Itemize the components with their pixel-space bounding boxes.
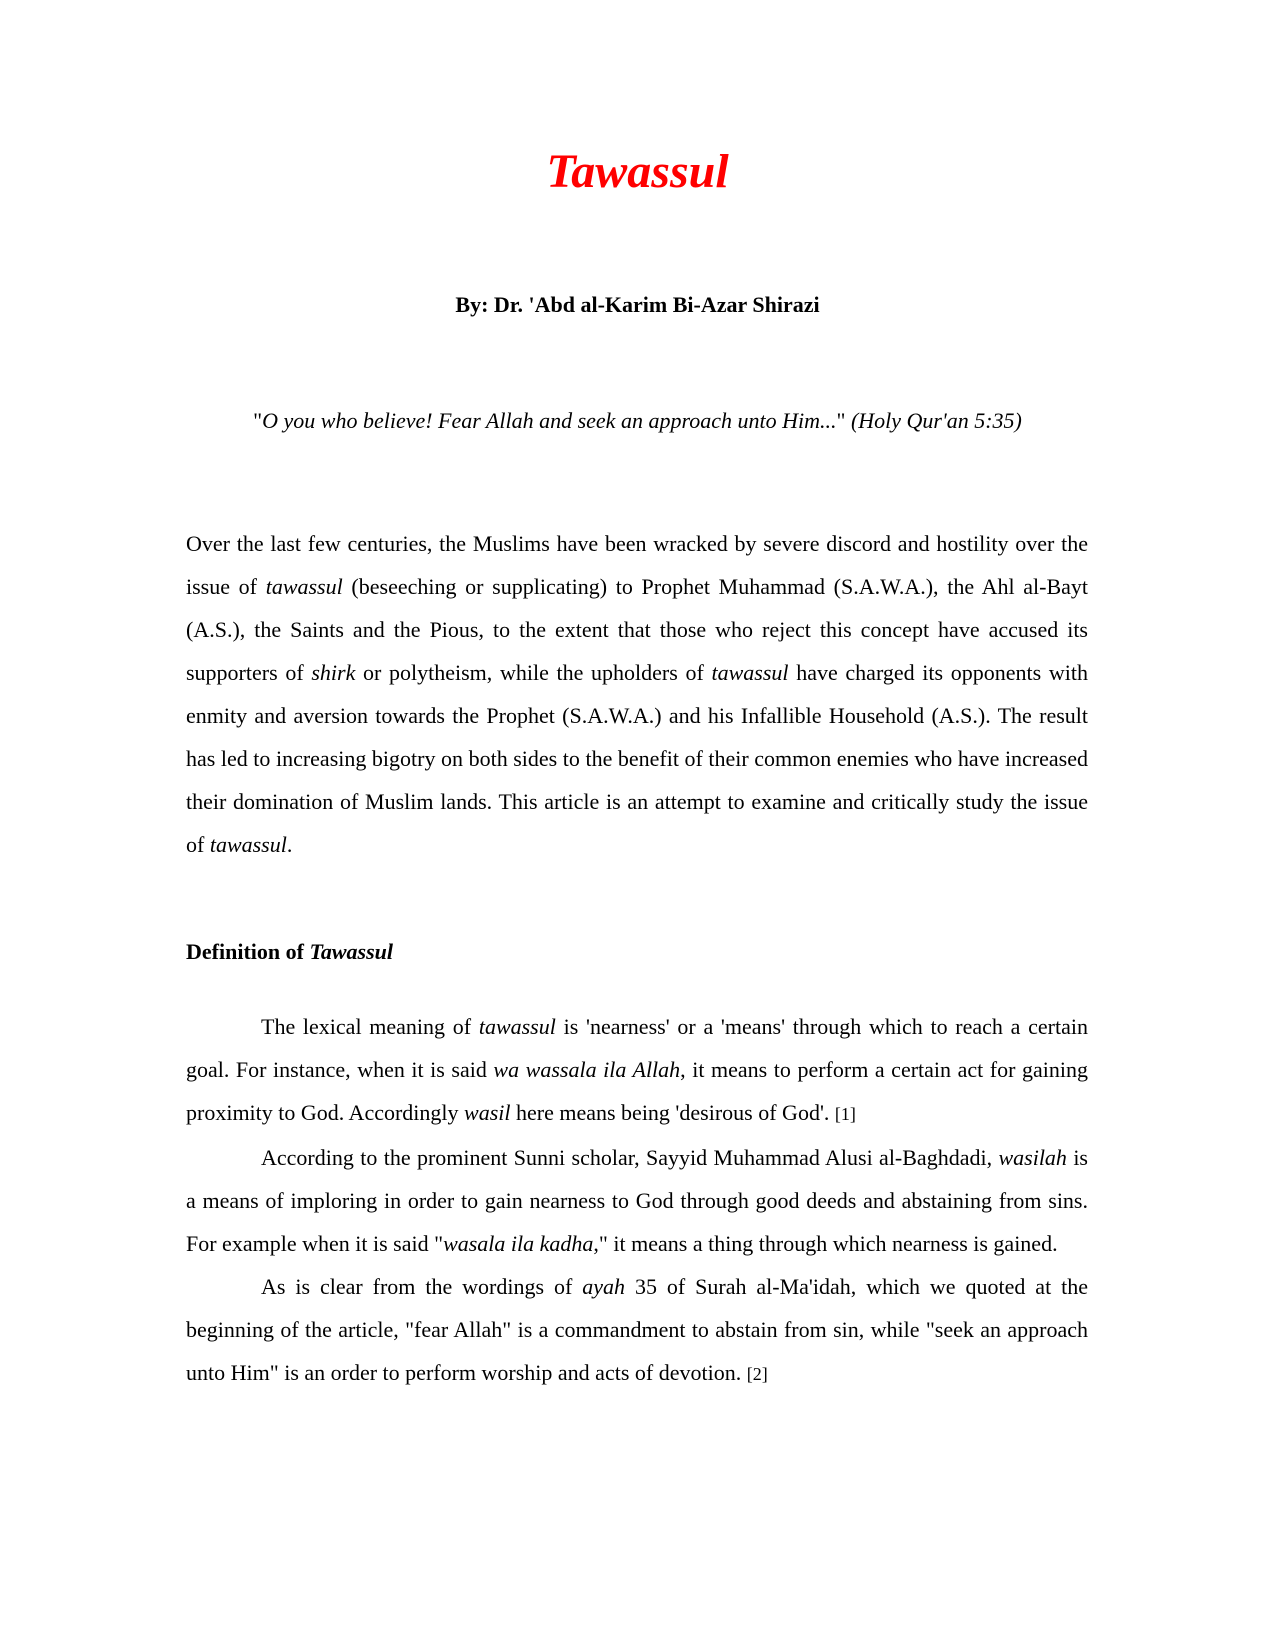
definition-paragraph-3 xyxy=(186,1265,1088,1396)
intro-text: or polytheism, while the upholders of xyxy=(355,660,712,685)
epigraph-quote xyxy=(0,406,1275,436)
intro-paragraph xyxy=(186,522,1088,866)
intro-text: Over the last few centuries, the Muslims have been wracked by severe discord and hostility over the issue of xyxy=(186,531,1088,599)
epigraph-close-quote: " xyxy=(836,408,851,433)
paragraph-term: wasilah xyxy=(998,1145,1067,1170)
paragraph-term: tawassul xyxy=(478,1014,556,1039)
paragraph-term: wa wassala ila Allah xyxy=(493,1057,681,1082)
paragraph-term: wasala ila kadha xyxy=(443,1231,594,1256)
intro-term: tawassul xyxy=(711,660,789,685)
footnote-link-1[interactable]: [1] xyxy=(834,1104,856,1124)
section-heading-definition xyxy=(186,937,393,967)
intro-text: have charged its opponents with enmity and aversion towards the Prophet (S.A.W.A.) and his Infallible Household (A.S.). The result has led to increasing bigotry on both sides to the benefit of their common enemies who have increased their domination of Muslim lands. This article is an attempt to examine and critically study the issue of xyxy=(186,660,1088,857)
paragraph-text: According to the prominent Sunni scholar, Sayyid Muhammad Alusi al-Baghdadi, xyxy=(261,1145,999,1170)
paragraph-text: 35 of Surah al-Ma'idah, which we quoted at the beginning of the article, "fear Allah" is a commandment to abstain from sin, while "seek an approach unto Him" is an order to perform worship and acts of devotion. xyxy=(186,1274,1088,1385)
intro-text: . xyxy=(286,832,293,857)
paragraph-text: ," it means a thing through which nearness is gained. xyxy=(593,1231,1058,1256)
definition-section xyxy=(186,1005,1088,1396)
epigraph-source: (Holy Qur'an 5:35) xyxy=(850,408,1022,433)
definition-paragraph-1 xyxy=(186,1005,1088,1136)
heading-term: Tawassul xyxy=(309,939,394,964)
intro-term: tawassul xyxy=(265,574,343,599)
page-title: Tawassul xyxy=(546,145,729,198)
paragraph-term: ayah xyxy=(582,1274,626,1299)
paragraph-text: , it means to perform a certain act for gaining proximity to God. Accordingly xyxy=(186,1057,1088,1125)
paragraph-text: is 'nearness' or a 'means' through which to reach a certain goal. For instance, when it is said xyxy=(186,1014,1088,1082)
paragraph-text: As is clear from the wordings of xyxy=(261,1274,583,1299)
paragraph-text: here means being 'desirous of God'. xyxy=(510,1100,835,1125)
intro-term: shirk xyxy=(311,660,356,685)
epigraph-open-quote: " xyxy=(253,408,263,433)
paragraph-term: wasil xyxy=(464,1100,511,1125)
intro-text: (beseeching or supplicating) to Prophet Muhammad (S.A.W.A.), the Ahl al-Bayt (A.S.), the Saints and the Pious, to the extent that those who reject this concept have accused its supporters of xyxy=(186,574,1088,685)
definition-paragraph-2 xyxy=(186,1136,1088,1265)
intro-term: tawassul xyxy=(209,832,287,857)
heading-text: Definition of xyxy=(186,939,310,964)
footnote-link-2[interactable]: [2] xyxy=(746,1364,768,1384)
epigraph-text: O you who believe! Fear Allah and seek an approach unto Him... xyxy=(262,408,837,433)
paragraph-text: is a means of imploring in order to gain nearness to God through good deeds and abstaining from sins. For example when it is said " xyxy=(186,1145,1088,1256)
paragraph-text: The lexical meaning of xyxy=(261,1014,479,1039)
author-byline: By: Dr. 'Abd al-Karim Bi-Azar Shirazi xyxy=(455,292,820,317)
